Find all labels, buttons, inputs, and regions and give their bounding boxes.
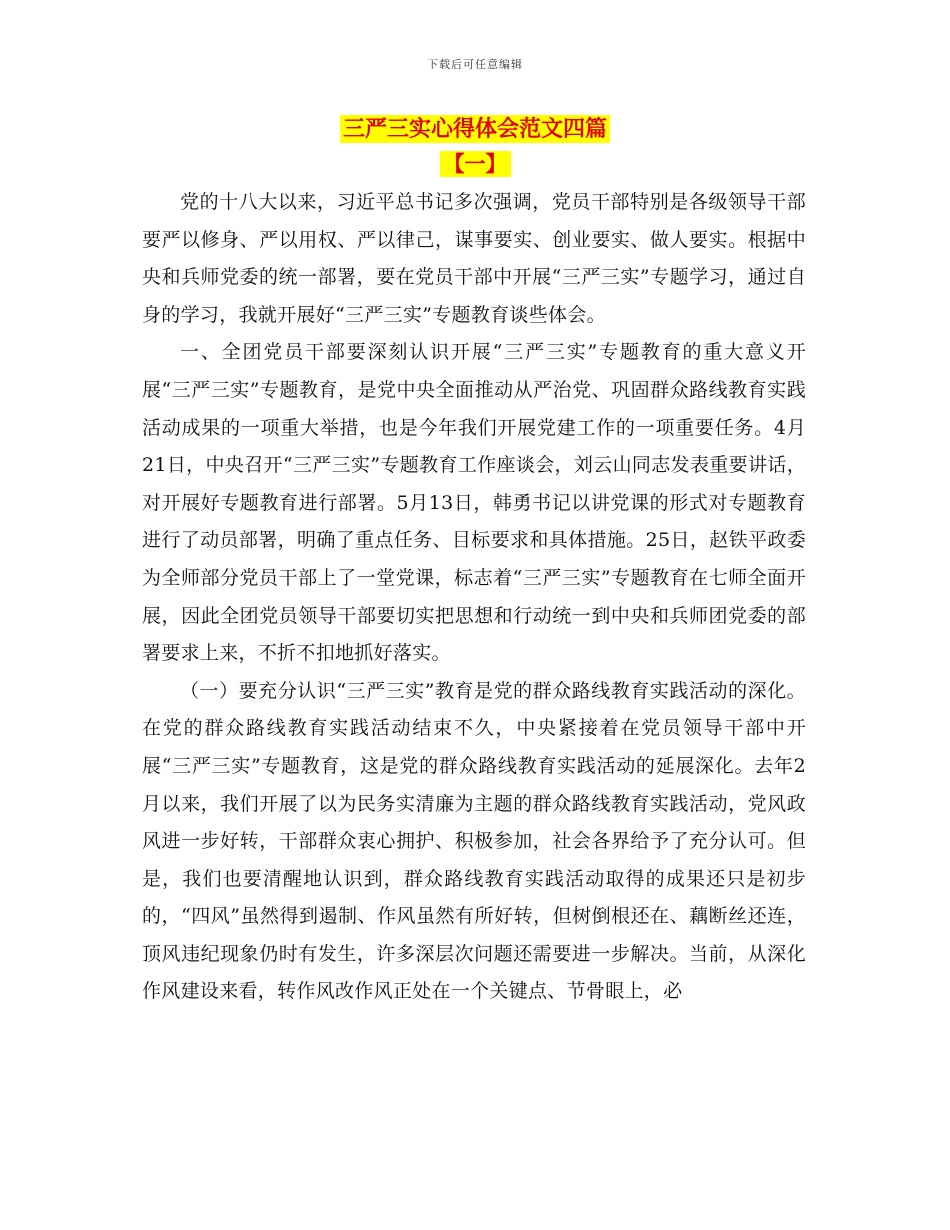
title-container [0, 115, 950, 143]
paragraph-part-one: 一、全团党员干部要深刻认识开展“三严三实”专题教育的重大意义开展“三严三实”专题教育，是党中央全面推动从严治党、巩固群众路线教育实践活动成果的一项重大举措，也是今年我们开展党建工作的一项重要任务。4月21日，中央召开“三严三实”专题教育工作座谈会，刘云山同志发表重要讲话，对开展好专题教育进行部署。5月13日，韩勇书记以讲党课的形式对专题教育进行了动员部署，明确了重点任务、目标要求和具体措施。25日，赵铁平政委为全师部分党员干部上了一堂党课，标志着“三严三实”专题教育在七师全面开展，因此全团党员领导干部要切实把思想和行动统一到中央和兵师团党委的部署要求上来，不折不扣地抓好落实。 [142, 341, 806, 665]
document-body [142, 184, 806, 1011]
document-title: 三严三实心得体会范文四篇 [340, 115, 610, 143]
paragraph-intro: 党的十八大以来，习近平总书记多次强调，党员干部特别是各级领导干部要严以修身、严以用权、严以律己，谋事要实、创业要实、做人要实。根据中央和兵师党委的统一部署，要在党员干部中开展“三严三实”专题学习，通过自身的学习，我就开展好“三严三实”专题教育谈些体会。 [142, 191, 806, 326]
header-note: 下载后可任意编辑 [427, 58, 523, 71]
section-marker-container [0, 151, 950, 177]
paragraph-subsection-one: （一）要充分认识“三严三实”教育是党的群众路线教育实践活动的深化。在党的群众路线教育实践活动结束不久，中央紧接着在党员领导干部中开展“三严三实”专题教育，这是党的群众路线教育实践活动的延展深化。去年2月以来，我们开展了以为民务实清廉为主题的群众路线教育实践活动，党风政风进一步好转，干部群众衷心拥护、积极参加，社会各界给予了充分认可。但是，我们也要清醒地认识到，群众路线教育实践活动取得的成果还只是初步的，“四风”虽然得到遏制、作风虽然有所好转，但树倒根还在、藕断丝还连，顶风违纪现象仍时有发生，许多深层次问题还需要进一步解决。当前，从深化作风建设来看，转作风改作风正处在一个关键点、节骨眼上，必 [142, 679, 806, 1003]
section-marker: 【一】 [440, 151, 511, 177]
